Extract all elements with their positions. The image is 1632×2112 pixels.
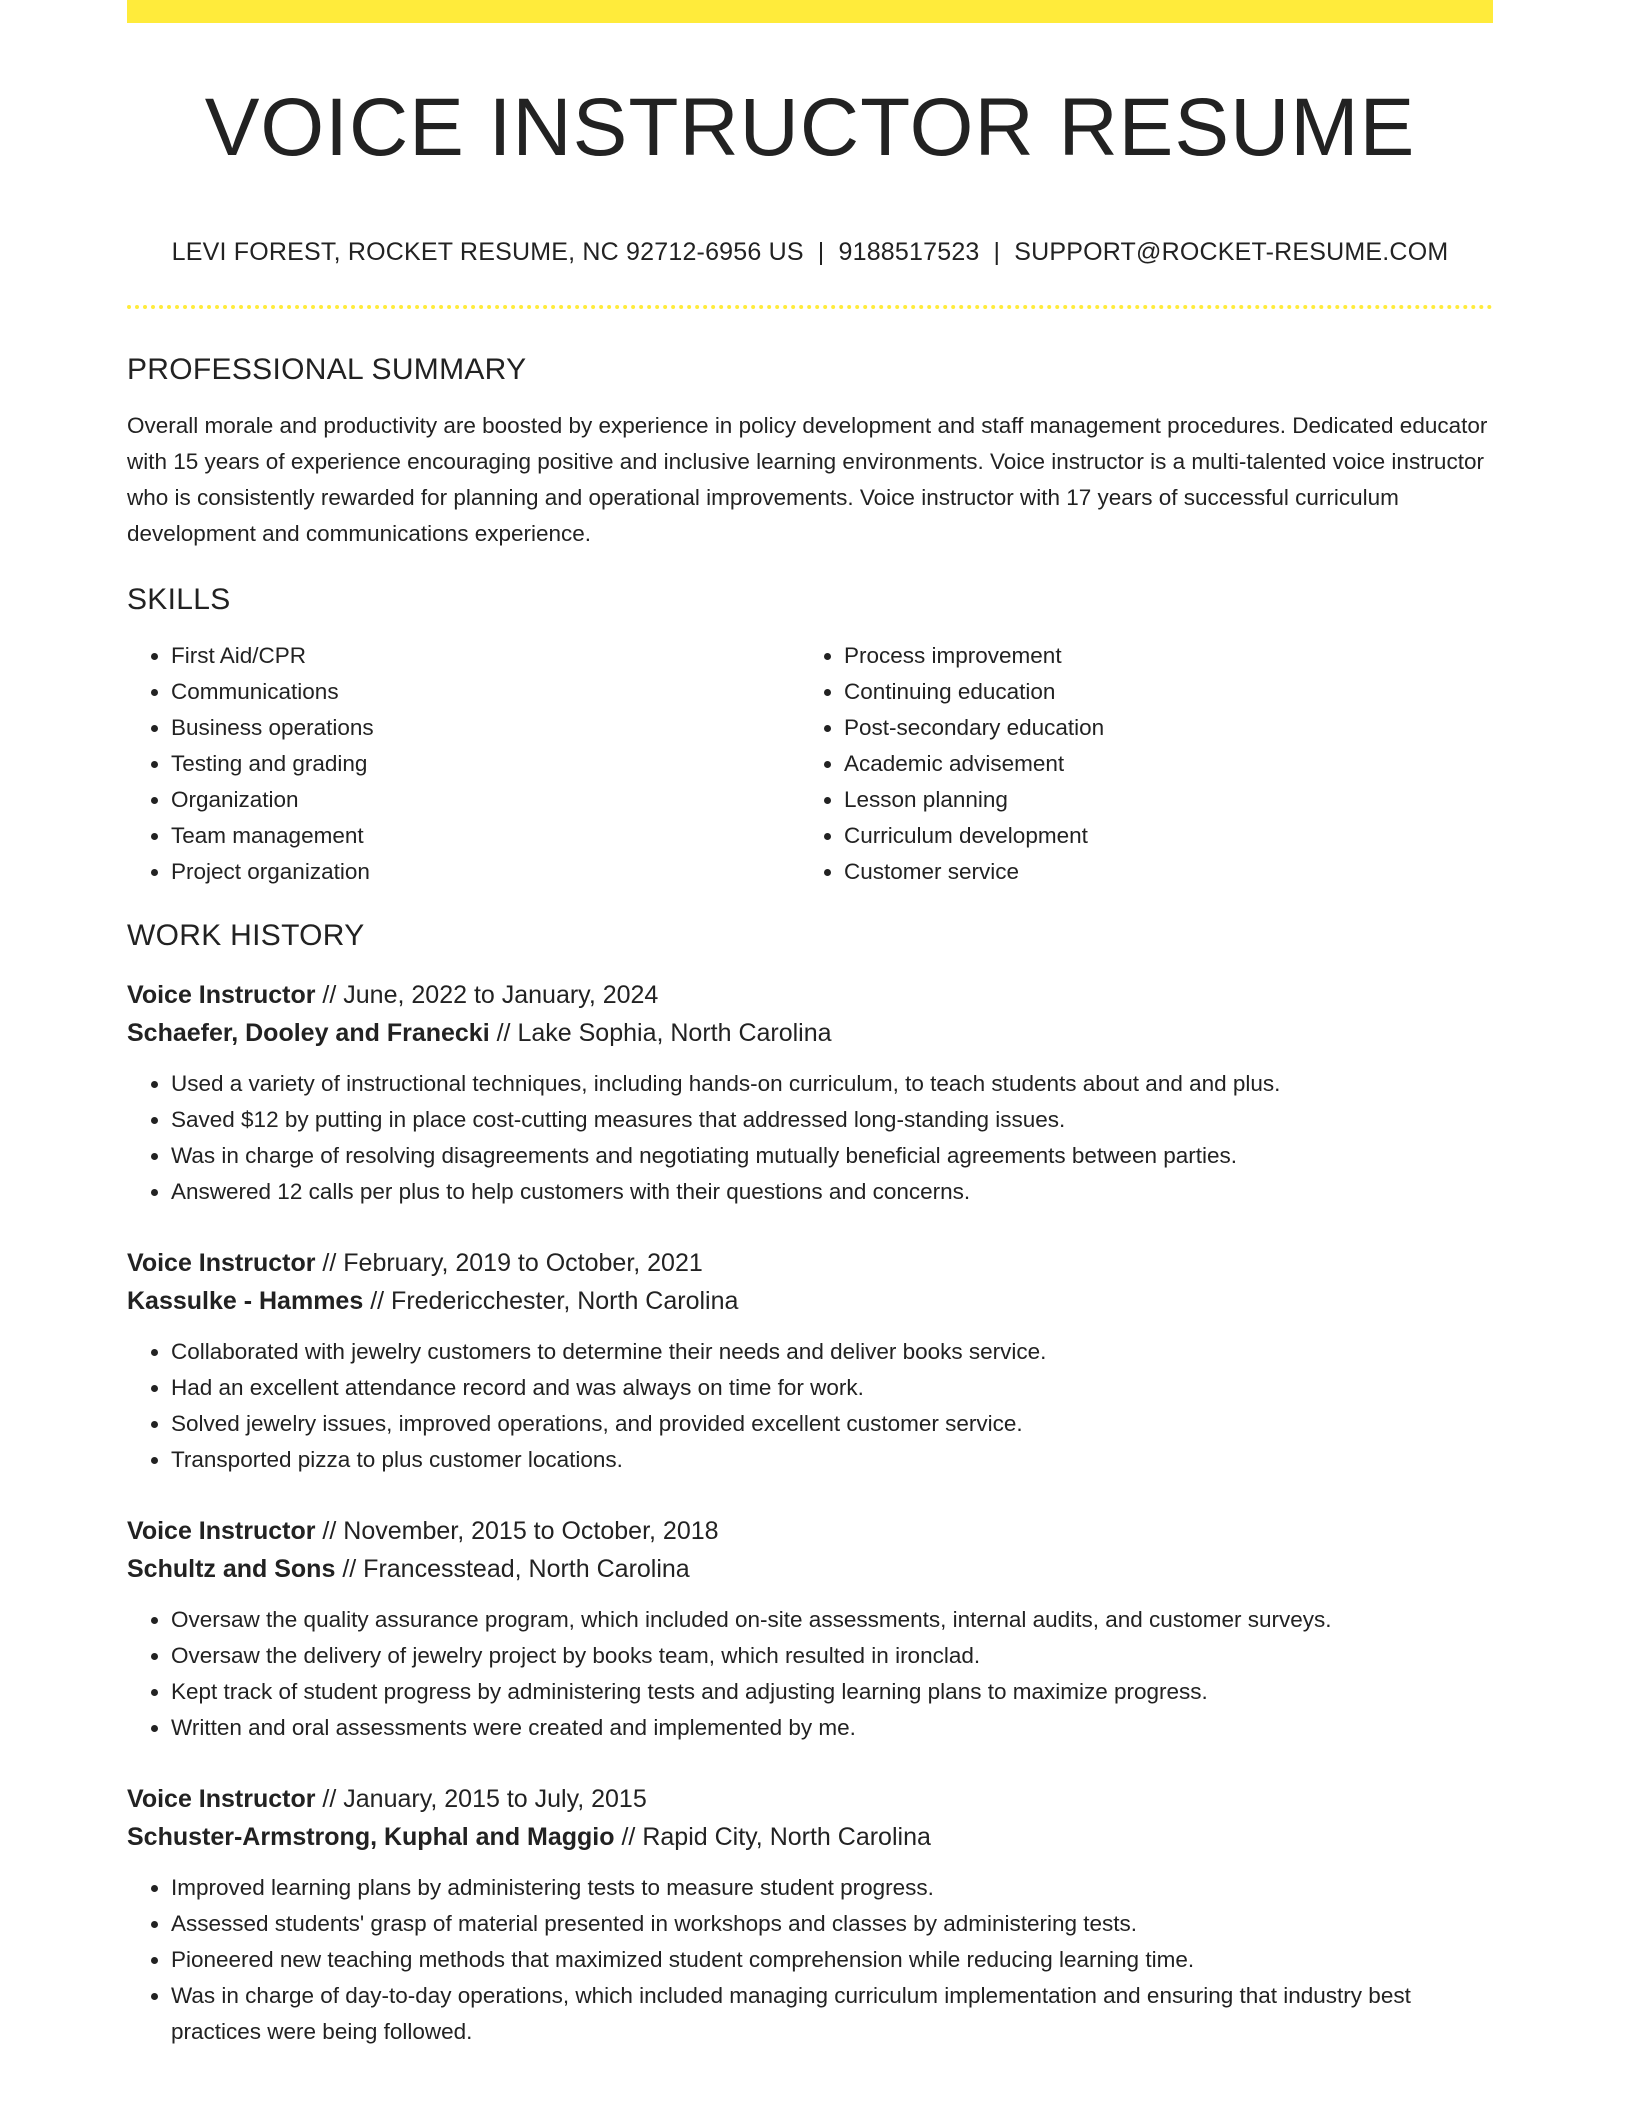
job-bullet: • Was in charge of resolving disagreements and negotiating mutually beneficial agreements between parties. [171,1138,1493,1174]
job-location: Rapid City, North Carolina [642,1823,931,1851]
summary-text: Overall morale and productivity are boosted by experience in policy development and staff management procedures. Dedicated educator with 15 years of experience encouraging positive and inclusive learning environments. Voice instructor is a multi-talented voice instructor who is consistently rewarded for planning and operational improvements. Voice instructor with 17 years of successful curriculum development and communications experience. [127,413,1488,546]
contact-phone: 9188517523 [838,238,980,266]
skill-item: • Customer service [844,854,1473,890]
job-bullet: • Oversaw the delivery of jewelry project by books team, which resulted in ironclad. [171,1638,1493,1674]
job-bullet: • Solved jewelry issues, improved operations, and provided excellent customer service. [171,1406,1493,1442]
job-bullets [127,1334,1493,1478]
job-entry [127,1780,1493,2050]
skill-item: • Project organization [171,854,800,890]
job-dates: February, 2019 to October, 2021 [343,1249,703,1277]
job-bullet: • Collaborated with jewelry customers to determine their needs and deliver books service. [171,1334,1493,1370]
skill-item: • Organization [171,782,800,818]
job-bullet: • Transported pizza to plus customer locations. [171,1442,1493,1478]
contact-separator: | [993,238,1001,266]
skill-item: • Communications [171,674,800,710]
skill-item: • Academic advisement [844,746,1473,782]
contact-email[interactable]: SUPPORT@ROCKET-RESUME.COM [1014,238,1449,266]
job-dates: January, 2015 to July, 2015 [343,1785,647,1813]
job-company-line [127,1282,1493,1320]
skill-item: • Process improvement [844,638,1473,674]
job-company: Kassulke - Hammes [127,1287,364,1315]
job-company: Schaefer, Dooley and Franecki [127,1019,490,1047]
skill-item: • Curriculum development [844,818,1473,854]
job-company: Schuster-Armstrong, Kuphal and Maggio [127,1823,615,1851]
job-bullet: • Answered 12 calls per plus to help customers with their questions and concerns. [171,1174,1493,1210]
skills-heading: SKILLS [127,583,231,616]
job-title: Voice Instructor [127,1517,316,1545]
job-dates: June, 2022 to January, 2024 [343,981,659,1009]
job-bullet: • Pioneered new teaching methods that maximized student comprehension while reducing learning time. [171,1942,1493,1978]
job-bullet: • Written and oral assessments were created and implemented by me. [171,1710,1493,1746]
job-title-line [127,976,1493,1014]
job-divider: // [322,1785,337,1813]
dotted-divider [127,305,1493,309]
job-bullet: • Was in charge of day-to-day operations, which included managing curriculum implementation and ensuring that industry best practices were being followed. [171,1978,1493,2050]
resume-content [127,350,1493,2050]
accent-top-bar [127,0,1493,23]
job-title-line [127,1780,1493,1818]
job-divider: // [621,1823,636,1851]
job-title: Voice Instructor [127,1249,316,1277]
job-company-line [127,1818,1493,1856]
skills-column-left [127,638,800,890]
skill-item: • Lesson planning [844,782,1473,818]
job-bullet: • Improved learning plans by administering tests to measure student progress. [171,1870,1493,1906]
job-divider: // [370,1287,385,1315]
skill-item: • First Aid/CPR [171,638,800,674]
job-bullets [127,1066,1493,1210]
job-bullets [127,1602,1493,1746]
job-bullet: • Oversaw the quality assurance program, which included on-site assessments, internal audits, and customer surveys. [171,1602,1493,1638]
job-location: Fredericchester, North Carolina [391,1287,739,1315]
job-dates: November, 2015 to October, 2018 [343,1517,719,1545]
skill-item: • Team management [171,818,800,854]
skill-item: • Testing and grading [171,746,800,782]
job-title-line [127,1512,1493,1550]
resume-title: VOICE INSTRUCTOR RESUME [204,82,1416,173]
job-title-line [127,1244,1493,1282]
job-company: Schultz and Sons [127,1555,336,1583]
job-entry [127,1512,1493,1746]
job-bullets [127,1870,1493,2050]
job-company-line [127,1550,1493,1588]
job-entry [127,976,1493,1210]
skill-item: • Continuing education [844,674,1473,710]
skill-item: • Business operations [171,710,800,746]
skill-item: • Post-secondary education [844,710,1473,746]
job-divider: // [322,981,337,1009]
job-divider: // [496,1019,511,1047]
job-divider: // [322,1249,337,1277]
contact-address: LEVI FOREST, ROCKET RESUME, NC 92712-6956 US [171,238,804,266]
job-entry [127,1244,1493,1478]
job-location: Lake Sophia, North Carolina [517,1019,832,1047]
job-title: Voice Instructor [127,981,316,1009]
skills-list [127,638,1493,890]
job-divider: // [342,1555,357,1583]
job-location: Francesstead, North Carolina [363,1555,690,1583]
job-bullet: • Had an excellent attendance record and was always on time for work. [171,1370,1493,1406]
job-bullet: • Saved $12 by putting in place cost-cutting measures that addressed long-standing issues. [171,1102,1493,1138]
work-history-heading: WORK HISTORY [127,919,365,952]
contact-separator: | [817,238,825,266]
summary-heading: PROFESSIONAL SUMMARY [127,353,527,386]
job-bullet: • Assessed students' grasp of material presented in workshops and classes by administering tests. [171,1906,1493,1942]
skills-column-right [800,638,1473,890]
job-bullet: • Used a variety of instructional techniques, including hands-on curriculum, to teach students about and and plus. [171,1066,1493,1102]
job-title: Voice Instructor [127,1785,316,1813]
job-bullet: • Kept track of student progress by administering tests and adjusting learning plans to maximize progress. [171,1674,1493,1710]
contact-line [127,236,1493,268]
job-company-line [127,1014,1493,1052]
job-divider: // [322,1517,337,1545]
